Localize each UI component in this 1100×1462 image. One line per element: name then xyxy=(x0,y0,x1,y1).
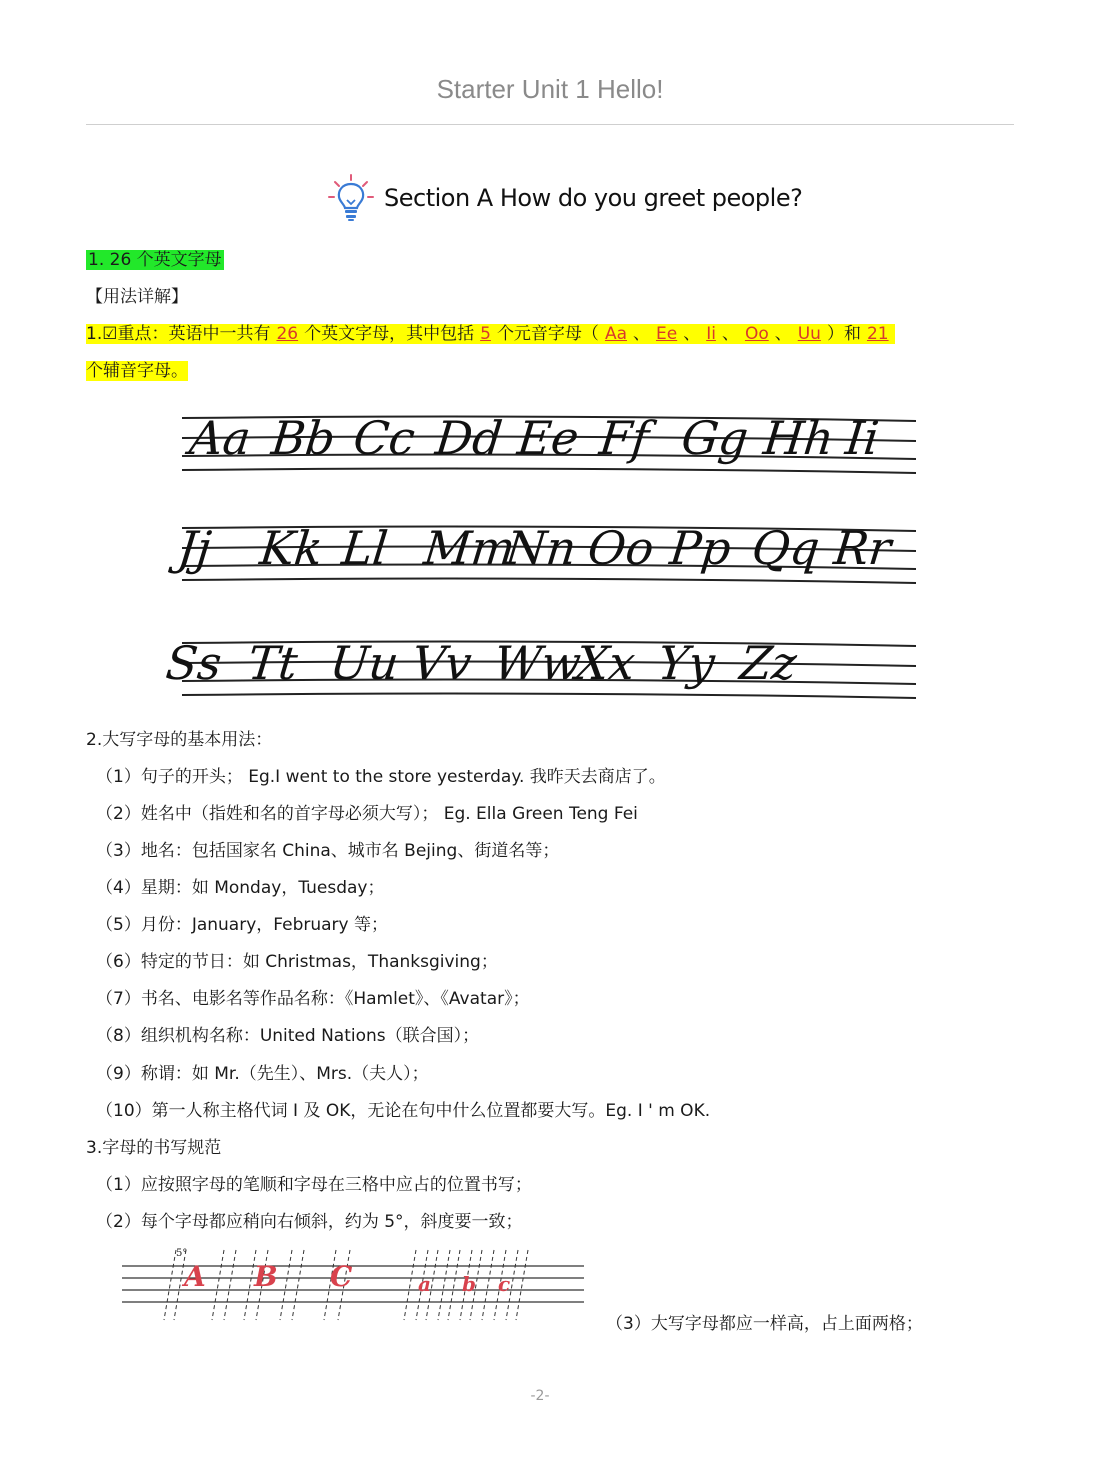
slant-letter: A xyxy=(184,1260,206,1293)
alphabet-letter-pair: Ss xyxy=(163,636,225,690)
alphabet-svg xyxy=(163,398,920,710)
section-heading xyxy=(326,172,802,224)
alphabet-letter-pair: Aa xyxy=(186,411,254,465)
blank-total: 26 xyxy=(276,324,299,344)
capital-usage-item: （6）特定的节日：如 Christmas，Thanksgiving； xyxy=(96,952,498,972)
slant-guide xyxy=(164,1250,176,1320)
alphabet-letter-pair: Mm xyxy=(421,521,518,575)
alphabet-letter-pair: Uu xyxy=(327,636,402,690)
alphabet-letter-pair: Rr xyxy=(831,521,894,575)
key-point-line-1: 1.☑重点：英语中一共有 26 个英文字母，其中包括 5 个元音字母（ Aa 、 Ee 、 Ii 、 Oo 、 Uu ）和 21 xyxy=(86,321,895,347)
capital-usage-item: （5）月份：January，February 等； xyxy=(96,915,388,935)
capital-usage-item: （10）第一人称主格代词 I 及 OK，无论在句中什么位置都要大写。Eg. I ' m OK. xyxy=(96,1101,711,1121)
alphabet-letter-pair: Dd xyxy=(432,411,505,465)
alphabet-letter-pair: Kk xyxy=(257,521,326,575)
ruled-line xyxy=(182,579,916,583)
blank-vowel: Ii xyxy=(706,324,716,344)
slant-guide xyxy=(482,1250,494,1320)
alphabet-letter-pair: Xx xyxy=(573,636,638,690)
capital-usage-item: （4）星期：如 Monday，Tuesday； xyxy=(96,878,385,898)
alphabet-letter-pair: Ee xyxy=(514,411,582,465)
writing-rule-item: （1）应按照字母的笔顺和字母在三格中应占的位置书写； xyxy=(96,1175,532,1195)
alphabet-letter-pair: Ff xyxy=(596,411,652,465)
blank-vowel: Ee xyxy=(655,324,678,344)
slant-letter: c xyxy=(498,1272,511,1296)
key-point-line-2: 个辅音字母。 xyxy=(86,361,188,381)
header-divider xyxy=(86,124,1014,125)
alphabet-letter-pair: Zz xyxy=(737,636,800,690)
alphabet-letter-pair: Vv xyxy=(409,636,475,690)
alphabet-letter-pair: Oo xyxy=(585,521,657,575)
ruled-line xyxy=(182,469,916,473)
slant-svg xyxy=(118,1246,588,1324)
blank-vowel: Uu xyxy=(797,324,821,344)
lightbulb-icon xyxy=(326,173,376,223)
topic-label: 1. 26 个英文字母 xyxy=(88,250,222,270)
alphabet-letter-pair: Jj xyxy=(175,521,214,575)
capital-usage-item: （1）句子的开头； Eg.I went to the store yesterday. 我昨天去商店了。 xyxy=(96,767,666,787)
slant-guide xyxy=(438,1250,450,1320)
alphabet-letter-pair: Cc xyxy=(350,411,418,465)
alphabet-letter-pair: Qq xyxy=(749,521,823,575)
slant-letter: C xyxy=(330,1260,353,1293)
slant-guide xyxy=(212,1250,224,1320)
page-header-title: Starter Unit 1 Hello! xyxy=(436,74,664,104)
capital-usage-item: （7）书名、电影名等作品名称：《Hamlet》、《Avatar》； xyxy=(96,989,530,1009)
alphabet-handwriting-image xyxy=(163,398,920,710)
slant-guide xyxy=(224,1250,236,1320)
slant-letter: B xyxy=(254,1260,278,1293)
slant-guide xyxy=(404,1250,416,1320)
blank-vowel: Aa xyxy=(604,324,627,344)
angle-label: 5° xyxy=(176,1248,188,1259)
blank-consonant-count: 21 xyxy=(866,324,889,344)
capital-usage-item: （3）地名：包括国家名 China、城市名 Bejing、街道名等； xyxy=(96,841,560,861)
alphabet-letter-pair: Ll xyxy=(339,521,391,575)
capital-usage-item: （2）姓名中（指姓和名的首字母必须大写）； Eg. Ella Green Teng Fei xyxy=(96,804,638,824)
slant-example-image xyxy=(118,1246,588,1324)
slant-guide xyxy=(516,1250,528,1320)
slant-letter: a xyxy=(418,1272,431,1296)
section-title: Section A How do you greet people? xyxy=(384,184,803,212)
capital-usage-heading: 2.大写字母的基本用法： xyxy=(86,730,273,750)
writing-rules-heading: 3.字母的书写规范 xyxy=(86,1138,222,1158)
alphabet-letter-pair: Tt xyxy=(245,636,301,690)
alphabet-letter-pair: Bb xyxy=(268,411,338,465)
alphabet-letter-pair: Nn xyxy=(503,521,579,575)
blank-vowel-count: 5 xyxy=(480,324,491,344)
ruled-line xyxy=(182,694,916,698)
alphabet-letter-pair: Ww xyxy=(491,636,584,690)
writing-rule-item: （2）每个字母都应稍向右倾斜，约为 5°，斜度要一致； xyxy=(96,1212,523,1232)
capital-usage-item: （9）称谓：如 Mr.（先生）、Mrs.（夫人）； xyxy=(96,1064,429,1084)
alphabet-letter-pair: Gg xyxy=(678,411,751,465)
page-number: -2- xyxy=(530,1388,550,1404)
capital-usage-item: （8）组织机构名称：United Nations（联合国）； xyxy=(96,1026,480,1046)
slant-letter: b xyxy=(462,1272,476,1296)
alphabet-letter-pair: Pp xyxy=(667,521,734,575)
slant-guide xyxy=(292,1250,304,1320)
alphabet-letter-pair: Ii xyxy=(842,411,882,465)
blank-vowel: Oo xyxy=(744,324,769,344)
slant-guide xyxy=(448,1250,460,1320)
usage-heading: 【用法详解】 xyxy=(86,287,188,307)
slant-guide xyxy=(280,1250,292,1320)
alphabet-letter-pair: Hh xyxy=(760,411,837,465)
alphabet-letter-pair: Yy xyxy=(655,636,718,690)
writing-rule-item: （3）大写字母都应一样高，占上面两格； xyxy=(606,1314,923,1334)
